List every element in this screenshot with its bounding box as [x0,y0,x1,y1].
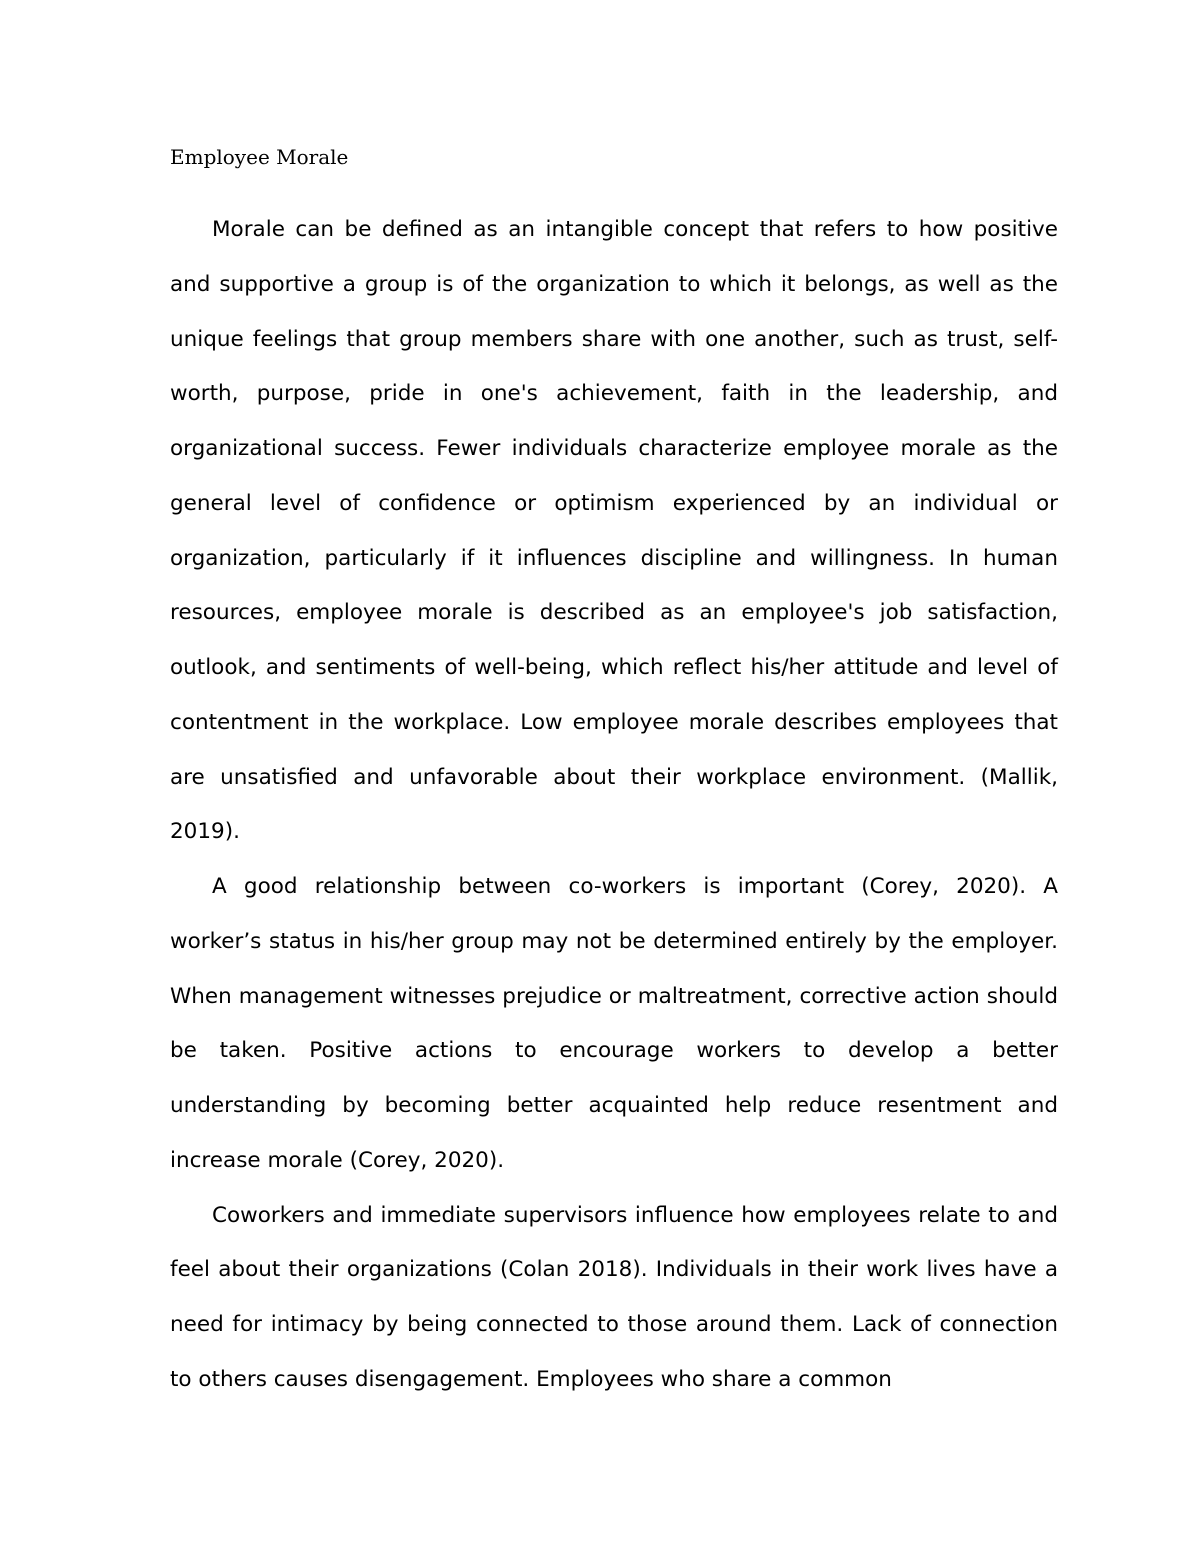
paragraph-supervisor-influence: Coworkers and immediate supervisors influence how employees relate to and feel about their organizations (Colan 2018). Individuals in their work lives have a need for intimacy by being connected to those around them. Lack of connection to others causes disengagement. Employees who share a common [170,1202,1058,1392]
paragraph-morale-definition: Morale can be defined as an intangible concept that refers to how positive and supportive a group is of the organization to which it belongs, as well as the unique feelings that group members share with one another, such as trust, self-worth, purpose, pride in one's achievement, faith in the leadership, and organizational success. Fewer individuals characterize employee morale as the general level of confidence or optimism experienced by an individual or organization, particularly if it influences discipline and willingness. In human resources, employee morale is described as an employee's job satisfaction, outlook, and sentiments of well-being, which reflect his/her attitude and level of contentment in the workplace. Low employee morale describes employees that are unsatisfied and unfavorable about their workplace environment. (Mallik, 2019). [170,217,1058,845]
paragraph-coworker-relationships: A good relationship between co-workers is important (Corey, 2020). A worker’s status in his/her group may not be determined entirely by the employer. When management witnesses prejudice or maltreatment, corrective action should be taken. Positive actions to encourage workers to develop a better understanding by becoming better acquainted help reduce resentment and increase morale (Corey, 2020). [170,874,1058,1173]
document-title: Employee Morale [170,145,349,169]
document-body [170,203,1058,1408]
